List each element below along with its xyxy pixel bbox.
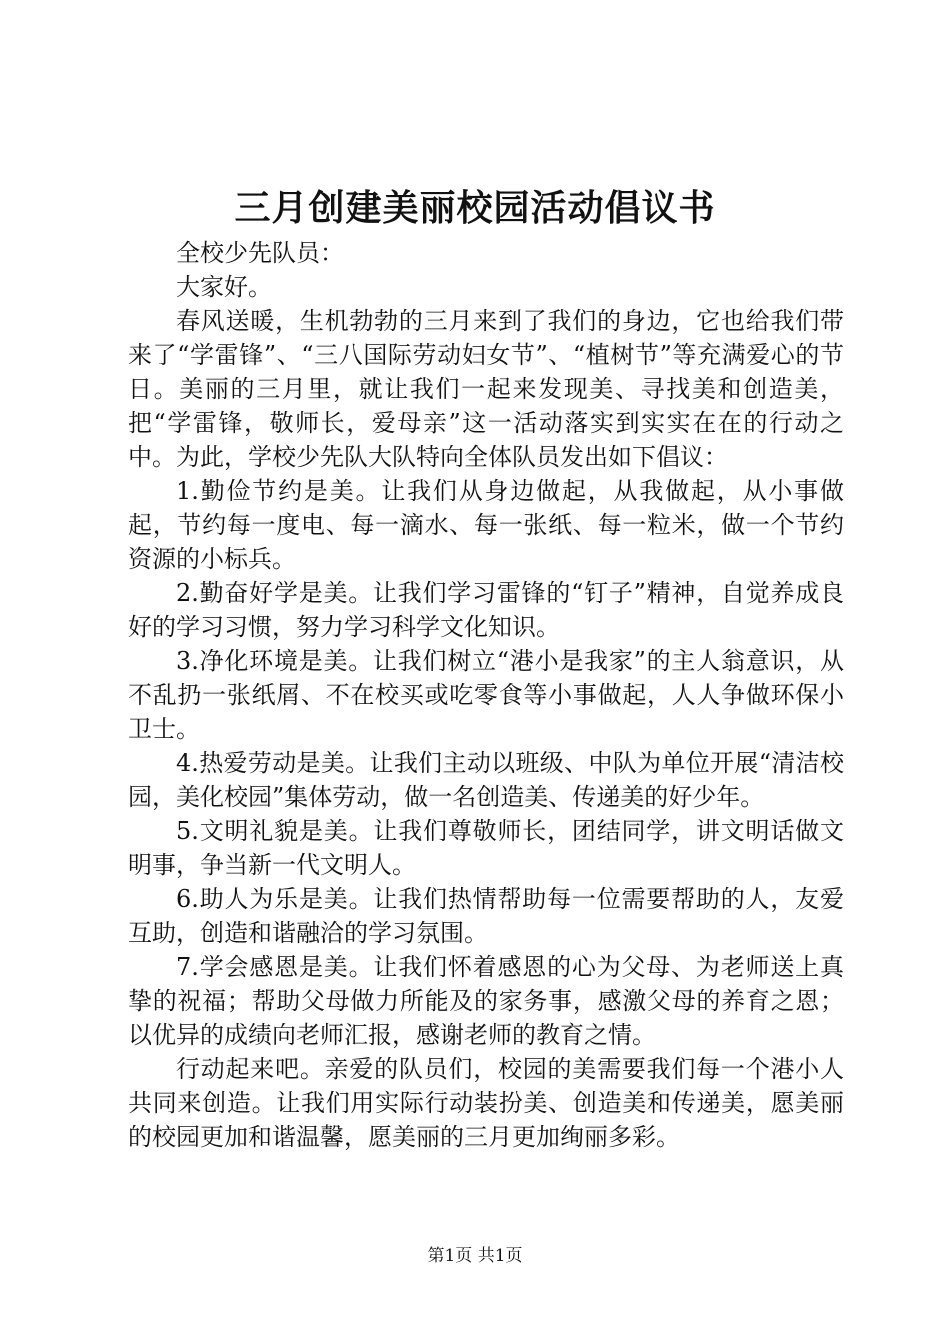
proposal-item-7: 7.学会感恩是美。让我们怀着感恩的心为父母、为老师送上真挚的祝福；帮助父母做力所能及的家务事，感激父母的养育之恩；以优异的成绩向老师汇报，感谢老师的教育之情。 (128, 953, 844, 1049)
intro-paragraph: 春风送暖，生机勃勃的三月来到了我们的身边，它也给我们带来了“学雷锋”、“三八国际劳动妇女节”、“植树节”等充满爱心的节日。美丽的三月里，就让我们一起来发现美、寻找美和创造美，把“学雷锋，敬师长，爱母亲”这一活动落实到实实在在的行动之中。为此，学校少先队大队特向全体队员发出如下倡议： (128, 307, 844, 471)
document-body (128, 236, 844, 1154)
proposal-item-1: 1.勤俭节约是美。让我们从身边做起，从我做起，从小事做起，节约每一度电、每一滴水、每一张纸、每一粒米，做一个节约资源的小标兵。 (128, 477, 844, 573)
proposal-item-2: 2.勤奋好学是美。让我们学习雷锋的“钉子”精神，自觉养成良好的学习习惯，努力学习科学文化知识。 (128, 579, 844, 641)
proposal-item-6: 6.助人为乐是美。让我们热情帮助每一位需要帮助的人，友爱互助，创造和谐融洽的学习氛围。 (128, 885, 844, 947)
proposal-item-4: 4.热爱劳动是美。让我们主动以班级、中队为单位开展“清洁校园，美化校园”集体劳动，做一名创造美、传递美的好少年。 (128, 749, 844, 811)
proposal-item-3: 3.净化环境是美。让我们树立“港小是我家”的主人翁意识，从不乱扔一张纸屑、不在校买或吃零食等小事做起，人人争做环保小卫士。 (128, 647, 844, 743)
closing-paragraph: 行动起来吧。亲爱的队员们，校园的美需要我们每一个港小人共同来创造。让我们用实际行动装扮美、创造美和传递美，愿美丽的校园更加和谐温馨，愿美丽的三月更加绚丽多彩。 (128, 1055, 844, 1151)
document-title: 三月创建美丽校园活动倡议书 (234, 187, 716, 229)
salutation: 全校少先队员： (176, 239, 344, 267)
page-footer: 第1页 共1页 (427, 1246, 523, 1266)
proposal-item-5: 5.文明礼貌是美。让我们尊敬师长，团结同学，讲文明话做文明事，争当新一代文明人。 (128, 817, 844, 879)
greeting: 大家好。 (176, 273, 272, 301)
